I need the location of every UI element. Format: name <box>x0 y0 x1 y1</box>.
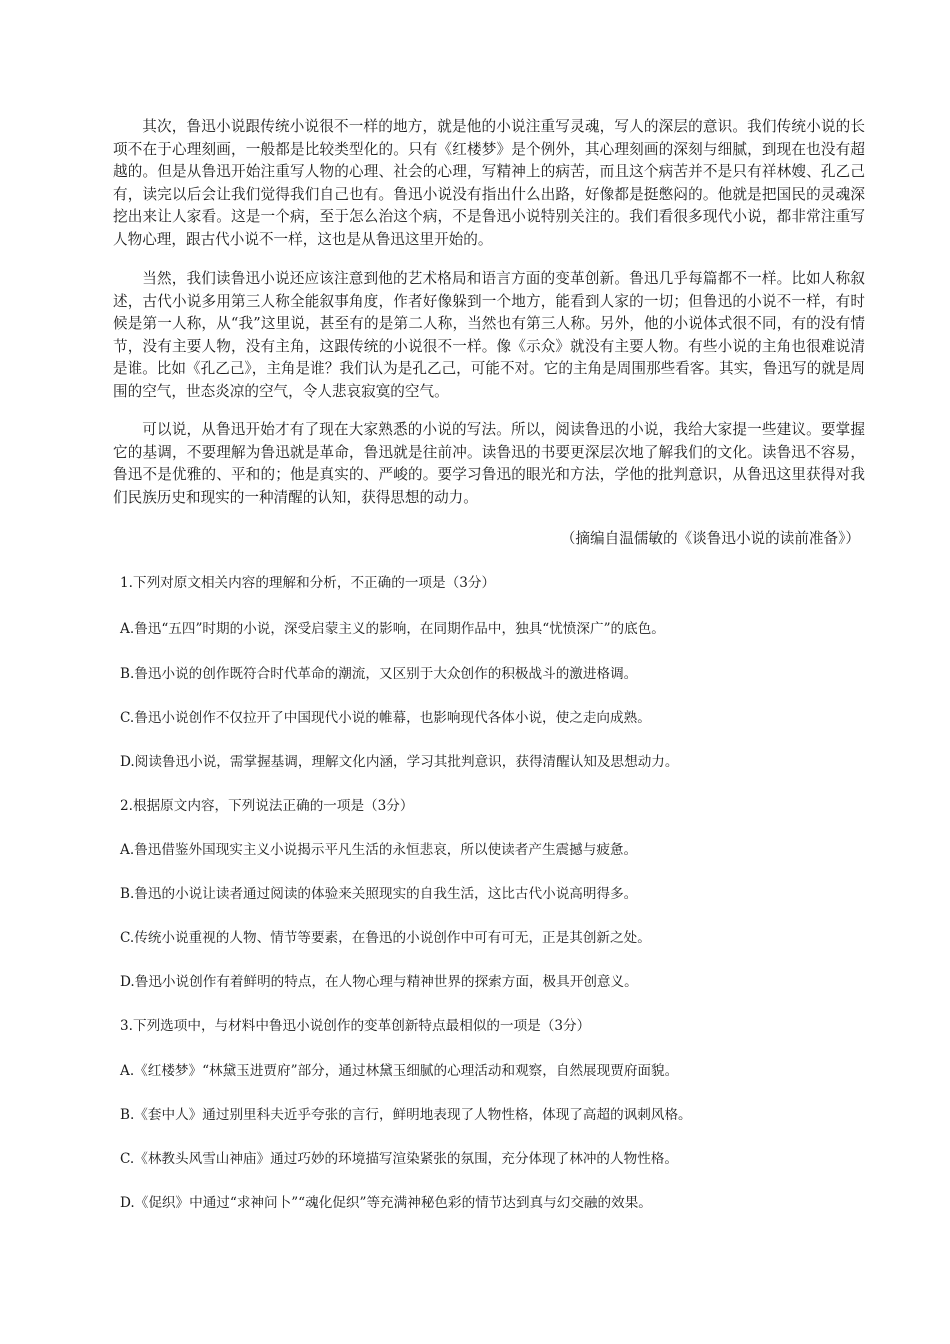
question-2-option-d: D.鲁迅小说创作有着鲜明的特点，在人物心理与精神世界的探索方面，极具开创意义。 <box>120 974 638 990</box>
question-1-option-a: A.鲁迅“五四”时期的小说，深受启蒙主义的影响，在同期作品中，独具“忧愤深广”的底色。 <box>120 621 665 637</box>
article-source: （摘编自温儒敏的《谈鲁迅小说的读前准备》） <box>560 530 860 547</box>
question-3-stem: 3.下列选项中，与材料中鲁迅小说创作的变革创新特点最相似的一项是（3分） <box>120 1018 591 1034</box>
article-paragraph-2: 当然，我们读鲁迅小说还应该注意到他的艺术格局和语言方面的变革创新。鲁迅几乎每篇都不一样。比如人称叙述，古代小说多用第三人称全能叙事角度，作者好像躲到一个地方，能看到人家的一切；但鲁迅的小说不一样，有时候是第一人称，从“我”这里说，甚至有的是第二人称，当然也有第三人称。另外，他的小说体式很不同，有的没有情节，没有主要人物，没有主角，这跟传统的小说很不一样。像《示众》就没有主要人物。有些小说的主角也很难说清是谁。比如《孔乙己》，主角是谁？我们认为是孔乙己，可能不对。它的主角是周围那些看客。其实，鲁迅写的就是周围的空气，世态炎凉的空气，令人悲哀寂寞的空气。 <box>113 270 865 400</box>
article-paragraph-3: 可以说，从鲁迅开始才有了现在大家熟悉的小说的写法。所以，阅读鲁迅的小说，我给大家提一些建议。要掌握它的基调，不要理解为鲁迅就是革命，鲁迅就是往前冲。读鲁迅的书要更深层次地了解我们的文化。读鲁迅不容易，鲁迅不是优雅的、平和的；他是真实的、严峻的。要学习鲁迅的眼光和方法，学他的批判意识，从鲁迅这里获得对我们民族历史和现实的一种清醒的认知，获得思想的动力。 <box>113 421 865 506</box>
question-1-option-b: B.鲁迅小说的创作既符合时代革命的潮流，又区别于大众创作的积极战斗的激进格调。 <box>120 666 638 682</box>
question-3-option-d: D.《促织》中通过“求神问卜”“魂化促织”等充满神秘色彩的情节达到真与幻交融的效果。 <box>120 1195 652 1211</box>
question-3-option-c: C.《林教头风雪山神庙》通过巧妙的环境描写渲染紧张的氛围，充分体现了林冲的人物性格。 <box>120 1151 678 1167</box>
question-1-option-c: C.鲁迅小说创作不仅拉开了中国现代小说的帷幕，也影响现代各体小说，使之走向成熟。 <box>120 710 651 726</box>
question-2-stem: 2.根据原文内容，下列说法正确的一项是（3分） <box>120 798 414 814</box>
question-2-option-c: C.传统小说重视的人物、情节等要素，在鲁迅的小说创作中可有可无，正是其创新之处。 <box>120 930 651 946</box>
question-3-option-b: B.《套中人》通过别里科夫近乎夸张的言行，鲜明地表现了人物性格，体现了高超的讽刺风格。 <box>120 1107 692 1123</box>
question-1-option-d: D.阅读鲁迅小说，需掌握基调，理解文化内涵，学习其批判意识，获得清醒认知及思想动力。 <box>120 754 679 770</box>
article-paragraph-1: 其次，鲁迅小说跟传统小说很不一样的地方，就是他的小说注重写灵魂，写人的深层的意识。我们传统小说的长项不在于心理刻画，一般都是比较类型化的。只有《红楼梦》是个例外，其心理刻画的深刻与细腻，到现在也没有超越的。但是从鲁迅开始注重写人物的心理、社会的心理，写精神上的病苦，而且这个病苦并不是只有祥林嫂、孔乙己有，读完以后会让我们觉得我们自己也有。鲁迅小说没有指出什么出路，好像都是挺憋闷的。他就是把国民的灵魂深挖出来让人家看。这是一个病，至于怎么治这个病，不是鲁迅小说特别关注的。我们看很多现代小说，都非常注重写人物心理，跟古代小说不一样，这也是从鲁迅这里开始的。 <box>113 118 865 248</box>
question-1-stem: 1.下列对原文相关内容的理解和分析，不正确的一项是（3分） <box>120 575 496 591</box>
question-2-option-a: A.鲁迅借鉴外国现实主义小说揭示平凡生活的永恒悲哀，所以使读者产生震撼与疲惫。 <box>120 842 638 858</box>
question-2-option-b: B.鲁迅的小说让读者通过阅读的体验来关照现实的自我生活，这比古代小说高明得多。 <box>120 886 638 902</box>
question-3-option-a: A.《红楼梦》“林黛玉进贾府”部分，通过林黛玉细腻的心理活动和观察，自然展现贾府面貌。 <box>120 1063 679 1079</box>
